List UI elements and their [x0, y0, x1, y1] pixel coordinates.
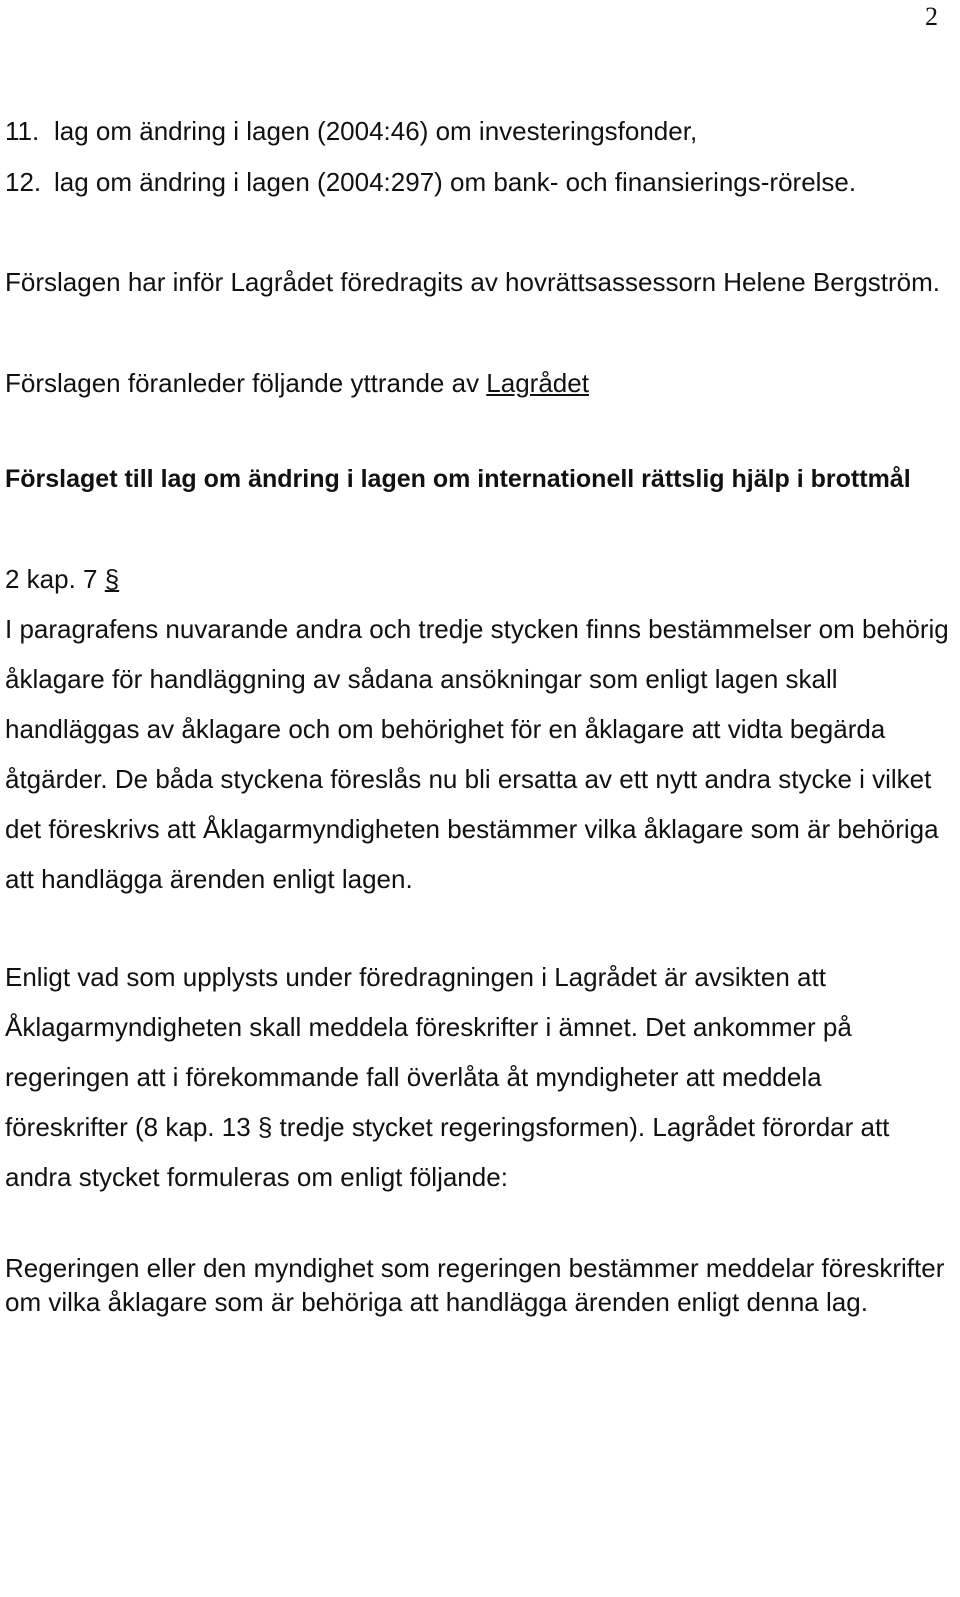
list-item-text: lag om ändring i lagen (2004:46) om investeringsfonder,	[54, 116, 698, 146]
list-item-text: lag om ändring i lagen (2004:297) om bank- och finansierings-rörelse.	[54, 167, 857, 197]
proposed-wording-quote: Regeringen eller den myndighet som regeringen bestämmer meddelar föreskrifter om vilka åklagare som är behöriga att handlägga ärenden enligt denna lag.	[5, 1253, 945, 1317]
paragraph-reference	[5, 554, 950, 604]
list-item-number: 12.	[5, 167, 42, 197]
statement-prefix: Förslagen föranleder följande yttrande av	[5, 368, 487, 398]
document-body	[5, 106, 950, 1319]
page-number: 2	[925, 2, 938, 31]
list-item-number: 11.	[5, 116, 40, 146]
list-item	[5, 157, 950, 208]
lagradet-underlined: Lagrådet	[486, 368, 589, 398]
body-paragraph-2: Enligt vad som upplysts under föredragningen i Lagrådet är avsikten att Åklagarmyndigheten skall meddela föreskrifter i ämnet. Det ankommer på regeringen att i förekommande fall överlåta åt myndigheter att meddela föreskrifter (8 kap. 13 § tredje stycket regeringsformen). Lagrådet förordar att andra stycket formuleras om enligt följande:	[5, 962, 890, 1192]
chapter-reference: 2 kap. 7	[5, 564, 105, 594]
presented-paragraph: Förslagen har inför Lagrådet föredragits av hovrättsassessorn Helene Bergström.	[5, 267, 941, 297]
list-item	[5, 106, 950, 157]
section-sign-icon: §	[104, 564, 120, 594]
body-paragraph-1: I paragrafens nuvarande andra och tredje stycken finns bestämmelser om behörig åklagare för handläggning av sådana ansökningar som enligt lagen skall handläggas av åklagare och om behörighet för en åklagare att vidta begärda åtgärder. De båda styckena föreslås nu bli ersatta av ett nytt andra stycke i vilket det föreskrivs att Åklagarmyndigheten bestämmer vilka åklagare som är behöriga att handlägga ärenden enligt lagen.	[5, 614, 949, 894]
section-heading: Förslaget till lag om ändring i lagen om internationell rättslig hjälp i brottmål	[5, 465, 911, 493]
law-list	[5, 106, 950, 208]
statement-paragraph	[5, 358, 950, 408]
